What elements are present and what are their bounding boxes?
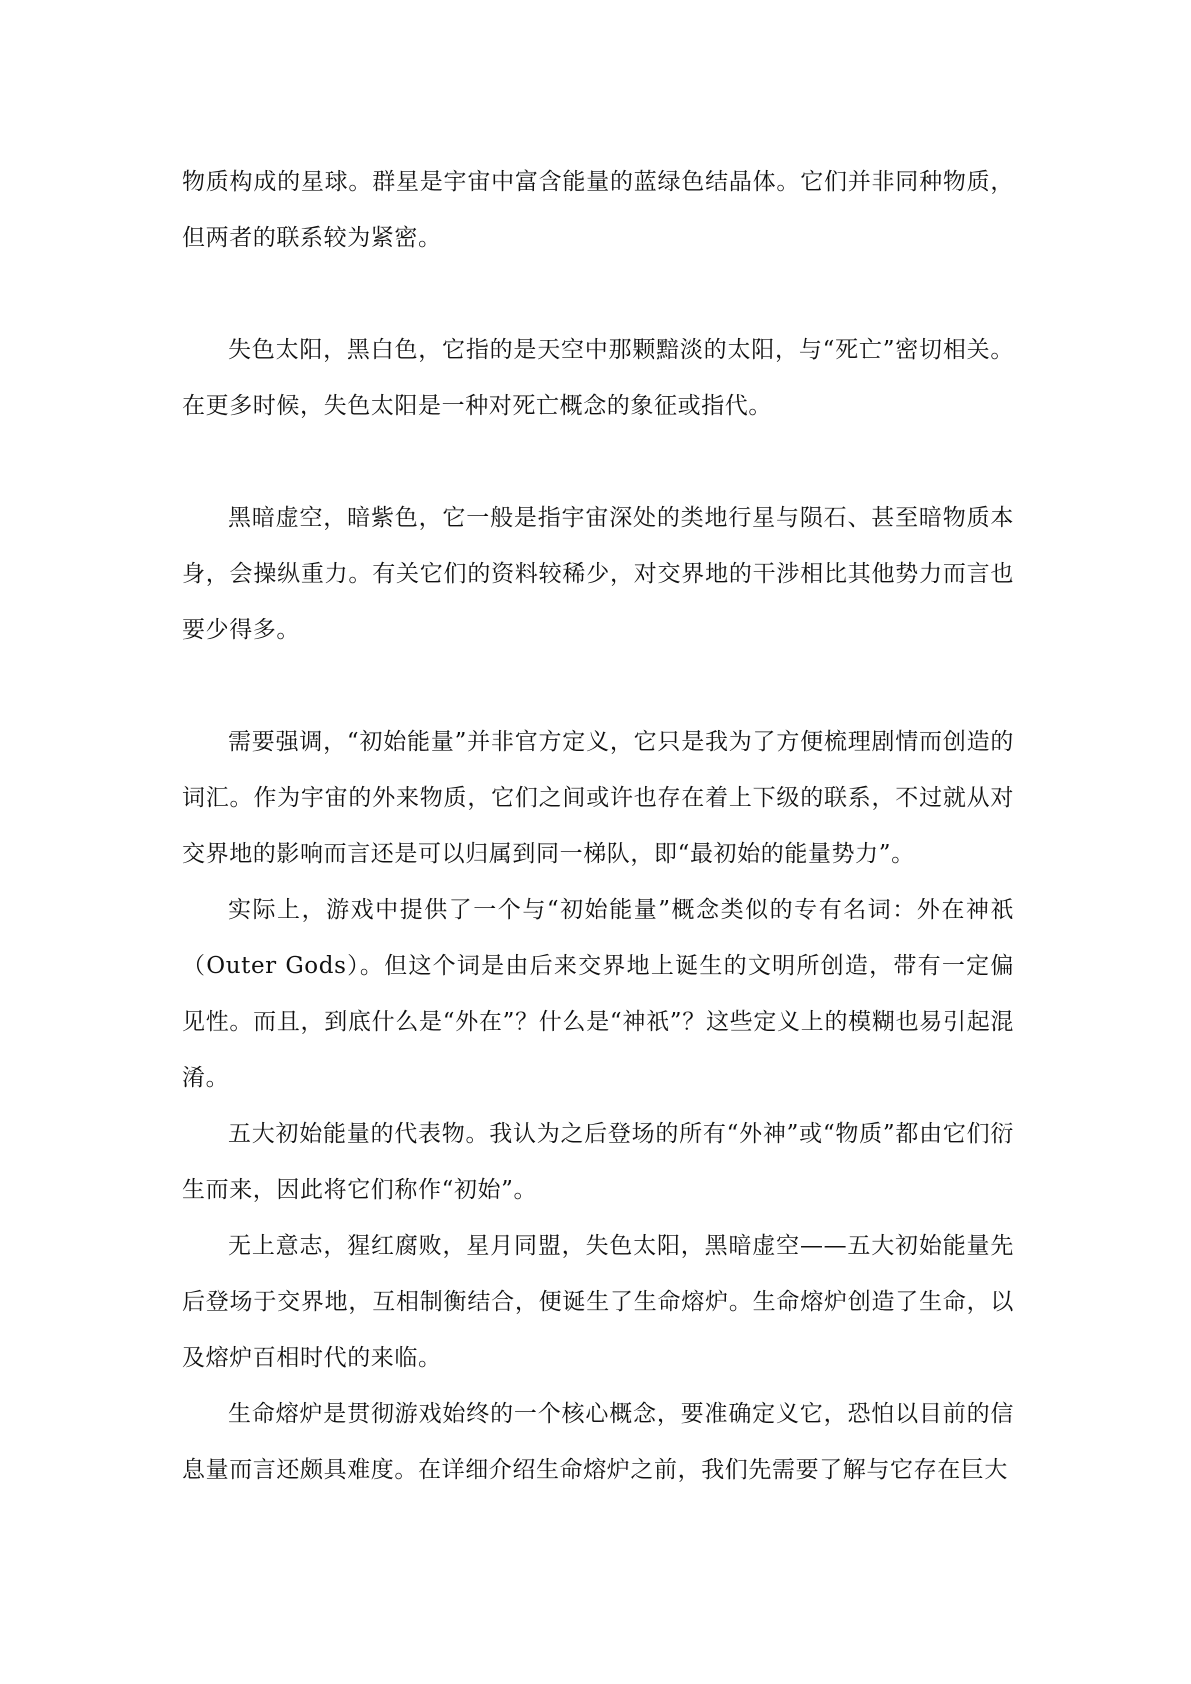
paragraph-spacer (182, 658, 1014, 714)
paragraph-continued: 物质构成的星球。群星是宇宙中富含能量的蓝绿色结晶体。它们并非同种物质，但两者的联系较为紧密。 (182, 169, 1014, 251)
paragraph-five-energies: 五大初始能量的代表物。我认为之后登场的所有“外神”或“物质”都由它们衍生而来，因此将它们称作“初始”。 (182, 1121, 1014, 1203)
paragraph-spacer (182, 266, 1014, 322)
paragraph-dark-void: 黑暗虚空，暗紫色，它一般是指宇宙深处的类地行星与陨石、甚至暗物质本身，会操纵重力。有关它们的资料较稀少，对交界地的干涉相比其他势力而言也要少得多。 (182, 505, 1014, 643)
paragraph-outer-gods: 实际上，游戏中提供了一个与“初始能量”概念类似的专有名词：外在神祇（Outer Gods）。但这个词是由后来交界地上诞生的文明所创造，带有一定偏见性。而且，到底什么是“外在”？什么是“神祇”？这些定义上的模糊也易引起混淆。 (182, 897, 1014, 1091)
paragraph-five-energies-list: 无上意志，猩红腐败，星月同盟，失色太阳，黑暗虚空——五大初始能量先后登场于交界地，互相制衡结合，便诞生了生命熔炉。生命熔炉创造了生命，以及熔炉百相时代的来临。 (182, 1233, 1014, 1371)
paragraph-initial-energy-note: 需要强调，“初始能量”并非官方定义，它只是我为了方便梳理剧情而创造的词汇。作为宇宙的外来物质，它们之间或许也存在着上下级的联系，不过就从对交界地的影响而言还是可以归属到同一梯队，即“最初始的能量势力”。 (182, 729, 1014, 867)
paragraph-lost-sun: 失色太阳，黑白色，它指的是天空中那颗黯淡的太阳，与“死亡”密切相关。在更多时候，失色太阳是一种对死亡概念的象征或指代。 (182, 337, 1014, 419)
document-body (182, 154, 1014, 1498)
paragraph-spacer (182, 434, 1014, 490)
paragraph-life-furnace: 生命熔炉是贯彻游戏始终的一个核心概念，要准确定义它，恐怕以目前的信息量而言还颇具难度。在详细介绍生命熔炉之前，我们先需要了解与它存在巨大 (182, 1401, 1014, 1483)
